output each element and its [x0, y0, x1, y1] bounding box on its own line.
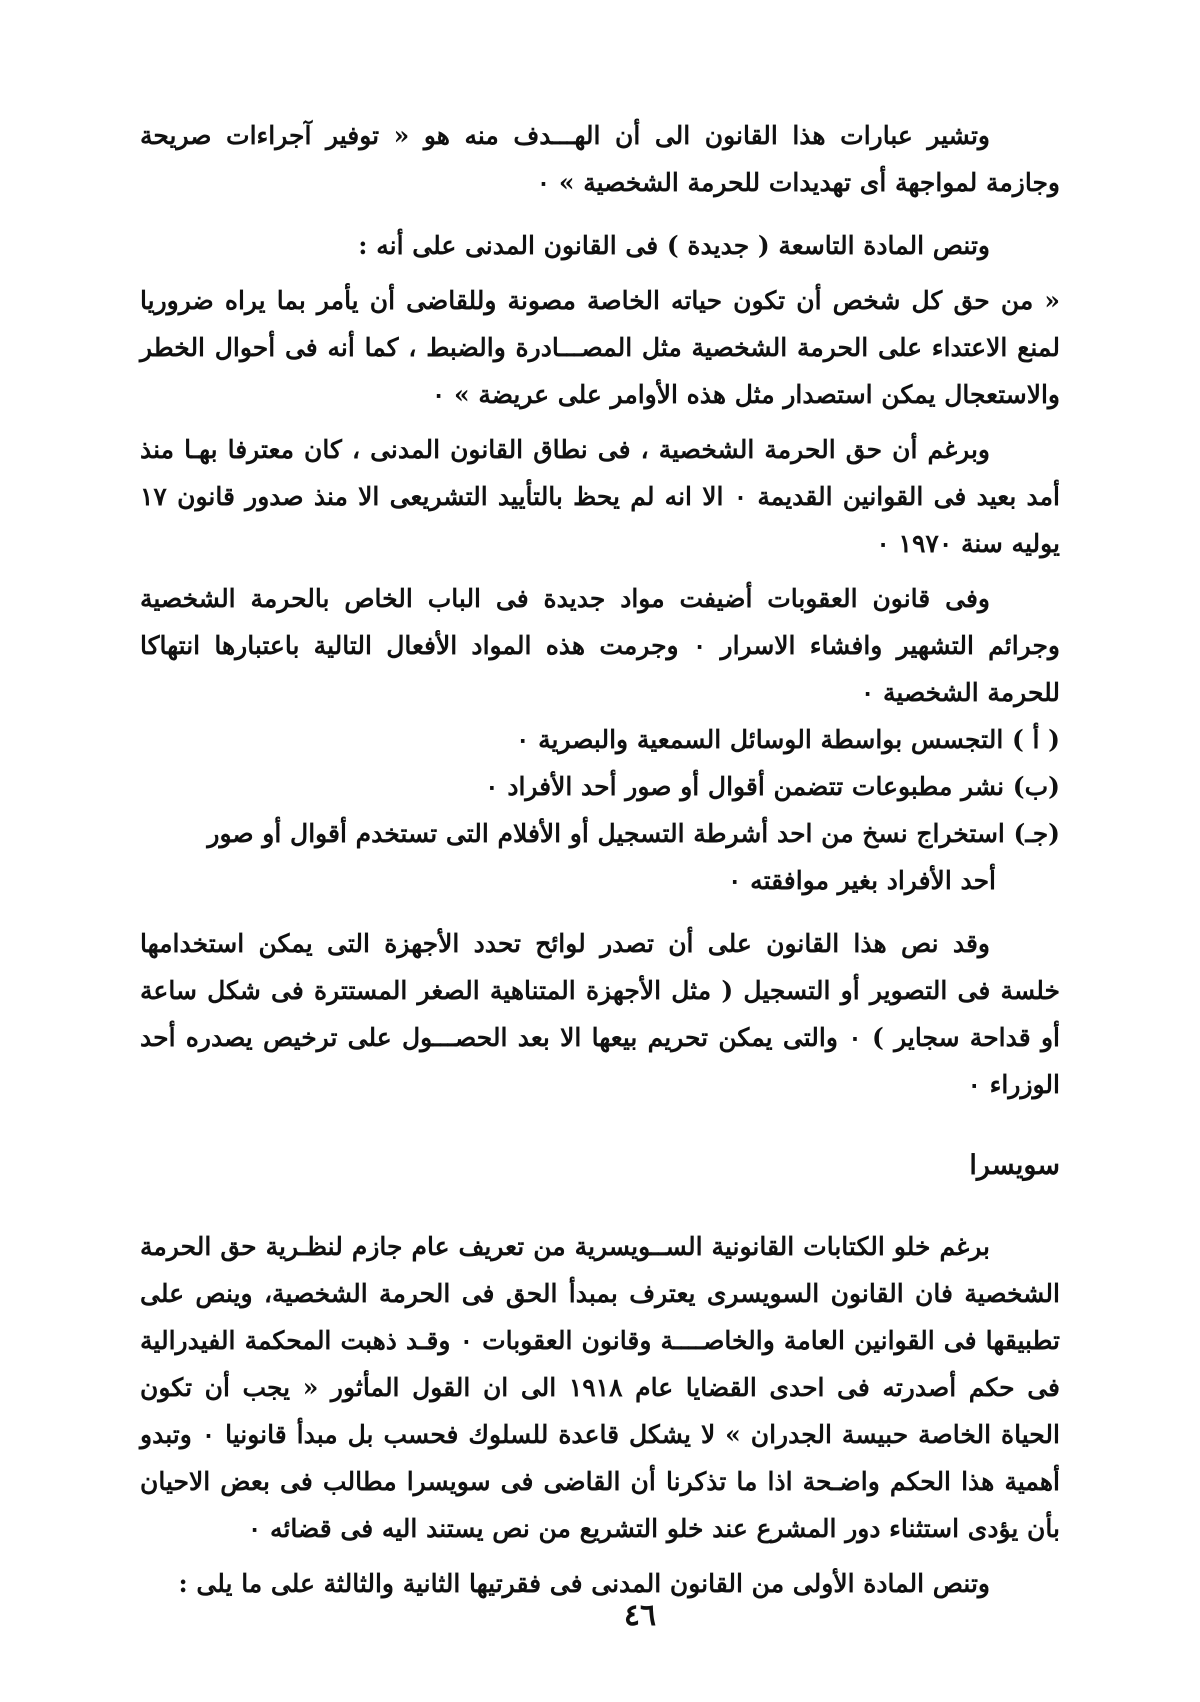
paragraph-swiss-law: برغم خلو الكتابات القانونية الســويسرية من تعريف عام جازم لنظـرية حق الحرمة الشخصية فان القانون السويسرى يعترف بمبدأ الحق فى الحرمة الشخصية، وينص على تطبيقها فى القوانين العامة والخاصــــة وقانون العقوبات ٠ وقـد ذهبت المحكمة الفيدرالية فى حكم أصدرته فى احدى القضايا عام ١٩١٨ الى ان القول المأثور « يجب أن تكون الحياة الخاصة حبيسة الجدران » لا يشكل قاعدة للسلوك فحسب بل مبدأ قانونيا ٠ وتبدو أهمية هذا الحكم واضـحة اذا ما تذكرنا أن القاضى فى سويسرا مطالب فى بعض الاحيان بأن يؤدى استثناء دور المشرع عند خلو التشريع من نص يستند اليه فى قضائه ٠ — [140, 1232, 1060, 1543]
paragraph-penal-code: وفى قانون العقوبات أضيفت مواد جديدة فى الباب الخاص بالحرمة الشخصية وجرائم التشهير وافشاء الاسرار ٠ وجرمت هذه المواد الأفعال التالية باعتبارها انتهاكا للحرمة الشخصية ٠ — [140, 584, 1060, 707]
paragraph-article-nine-intro: وتنص المادة التاسعة ( جديدة ) فى القانون المدنى على أنه : — [358, 231, 990, 260]
list-item-b: (ب) نشر مطبوعات تتضمن أقوال أو صور أحد الأفراد ٠ — [485, 772, 1060, 801]
body-text — [140, 112, 1060, 1607]
list-item-a: ( أ ) التجسس بواسطة الوسائل السمعية والبصرية ٠ — [515, 725, 1060, 754]
paragraph-civil-law-history: وبرغم أن حق الحرمة الشخصية ، فى نطاق القانون المدنى ، كان معترفا بهـا منذ أمد بعيد فى القوانين القديمة ٠ الا انه لم يحظ بالتأييد التشريعى الا منذ صدور قانون ١٧ يوليه سنة ١٩٧٠ ٠ — [140, 435, 1061, 558]
paragraph-article-one-intro: وتنص المادة الأولى من القانون المدنى فى فقرتيها الثانية والثالثة على ما يلى : — [178, 1569, 990, 1598]
list-item-c: (جـ) استخراج نسخ من احد أشرطة التسجيل أو الأفلام التى تستخدم أقوال أو صور — [207, 819, 1060, 848]
section-heading-switzerland: سويسرا — [969, 1150, 1060, 1181]
page-number: ٤٦ — [623, 1598, 657, 1633]
paragraph-law-aim: وتشير عبارات هذا القانون الى أن الهـــدف منه هو « توفير آجراءات صريحة وجازمة لمواجهة أى تهديدات للحرمة الشخصية » ٠ — [140, 121, 1060, 197]
paragraph-article-nine-quote: « من حق كل شخص أن تكون حياته الخاصة مصونة وللقاضى أن يأمر بما يراه ضروريا لمنع الاعتداء على الحرمة الشخصية مثل المصـــادرة والضبط ، كما أنه فى أحوال الخطر والاستعجال يمكن استصدار مثل هذه الأوامر على عريضة » ٠ — [140, 286, 1060, 409]
list-item-c-continued: أحد الأفراد بغير موافقته ٠ — [728, 866, 996, 895]
paragraph-devices-regulation: وقد نص هذا القانون على أن تصدر لوائح تحدد الأجهزة التى يمكن استخدامها خلسة فى التصوير أو التسجيل ( مثل الأجهزة المتناهية الصغر المستترة فى شكل ساعة أو قداحة سجاير ) ٠ والتى يمكن تحريم بيعها الا بعد الحصـــول على ترخيص يصدره أحد الوزراء ٠ — [140, 929, 1060, 1099]
